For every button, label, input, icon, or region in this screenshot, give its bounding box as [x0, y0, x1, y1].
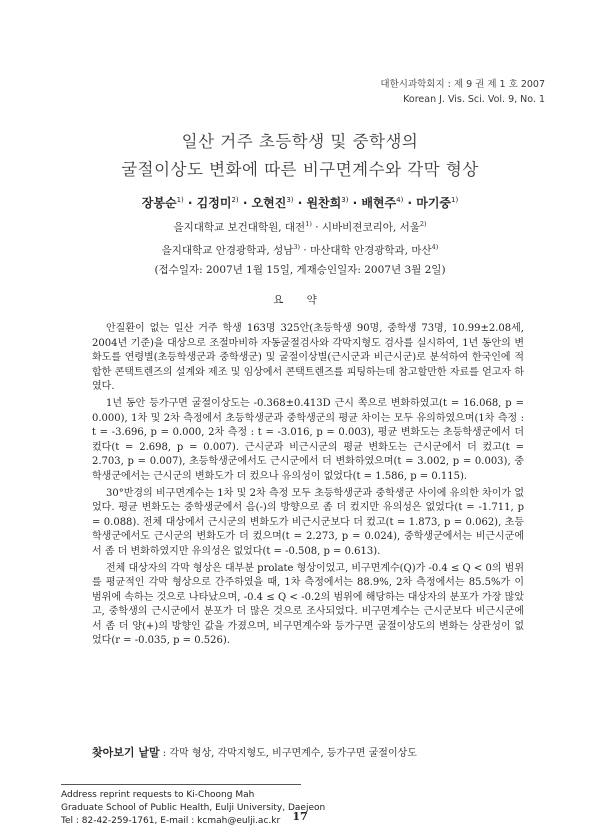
- abstract-paragraph: 전체 대상자의 각막 형상은 대부분 prolate 형상이었고, 비구면계수(Q)가 -0.4 ≤ Q < 0의 범위를 평균적인 각막 형상으로 간주하였을 때, 1차 측정에서는 88.9%, 2차 측정에서는 85.5%가 이 범위에 속하는 것으로 나타났으며, -0.4 ≤ Q < -0.2의 범위에 해당하는 대상자의 분포가 가장 많았고, 중학생의 근시군에서 분포가 더 많은 것으로 조사되었다. 비구면계수는 근시군보다 비근시군에서 좀 더 양(+)의 방향인 값을 가졌으며, 비구면계수와 등가구면 굴절이상도의 변화는 상관성이 없었다(r = -0.035, p = 0.526).: [92, 562, 524, 647]
- author-separator: ·: [293, 196, 307, 210]
- abstract-body: [92, 322, 524, 651]
- affiliation-mark: 2): [419, 220, 427, 228]
- affiliation-text: · 시바비젼코리아, 서울: [311, 221, 420, 234]
- author-name: 김정미: [196, 196, 232, 210]
- author-affiliation-mark: 4): [396, 196, 404, 204]
- author-name: 장봉순: [141, 196, 177, 210]
- correspondence-line: Graduate School of Public Health, Eulji University, Daejeon: [61, 803, 326, 813]
- affiliation-mark: 4): [431, 242, 439, 251]
- correspondence-line: Address reprint requests to Ki-Choong Mah: [61, 790, 255, 800]
- affiliation-text: 을지대학교 보건대학원, 대전: [173, 221, 306, 234]
- correspondence-contact: Tel : 82-42-259-1761, E-mail : kcmah@eulji.ac.kr: [61, 816, 281, 826]
- affiliation-mark: 1): [305, 220, 312, 228]
- author-name: 원찬희: [306, 196, 342, 210]
- author-separator: ·: [238, 196, 252, 210]
- keywords-label: 찾아보기 낱말: [92, 746, 160, 759]
- received-dates: (접수일자: 2007년 1월 15일, 게재승인일자: 2007년 3월 2일): [154, 264, 446, 276]
- paper-title: [0, 128, 600, 184]
- author-name: 배현주: [361, 196, 397, 210]
- paper-title-line-2: 굴절이상도 변화에 따른 비구면계수와 각막 형상: [121, 160, 479, 179]
- journal-header-korean: 대한시과학회지 : 제 9 권 제 1 호 2007: [380, 79, 545, 90]
- affiliation-line: [0, 215, 600, 238]
- journal-header-english: Korean J. Vis. Sci. Vol. 9, No. 1: [403, 94, 545, 105]
- affiliation-line: [0, 238, 600, 261]
- author-affiliation-mark: 1): [176, 196, 184, 204]
- keywords-text: : 각막 형상, 각막지형도, 비구면계수, 등가구면 굴절이상도: [159, 748, 417, 759]
- author-separator: ·: [403, 196, 417, 210]
- abstract-paragraph: 1년 동안 등가구면 굴절이상도는 -0.368±0.413D 근시 쪽으로 변화하였고(t = 16.068, p = 0.000), 1차 및 2차 측정에서 초등학생군과 중학생군의 평균 차이는 모두 유의하였으며(1차 측정 : t = -3.696, p = 0.000, 2차 측정 : t = -3.016, p = 0.003), 평균 변화도는 초등학생군에서 더 컸다(t = 2.698, p = 0.007). 근시군과 비근시군의 평균 변화도는 근시군에서 더 컸고(t = 2.703, p = 0.007), 초등학생군에서도 근시군에서 더 변화하였으며(t = 3.002, p = 0.003), 중학생군에서는 근시군의 변화도가 더 컸으나 유의성이 없었다(t = 1.586, p = 0.115).: [92, 397, 524, 482]
- affiliation-text: 을지대학교 안경광학과, 성남: [161, 244, 294, 256]
- keywords: [92, 744, 532, 760]
- page-number: 17: [292, 810, 308, 823]
- abstract-heading: 요 약: [273, 294, 327, 306]
- abstract-paragraph: 30°반경의 비구면계수는 1차 및 2차 측정 모두 초등학생군과 중학생군 사이에 유의한 차이가 없었다. 평균 변화도는 중학생군에서 음(-)의 방향으로 좀 더 컸지만 유의성은 없었다(t = -1.711, p = 0.088). 전체 대상에서 근시군의 변화도가 비근시군보다 더 컸고(t = 1.873, p = 0.062), 초등학생군에서도 근시군의 변화도가 더 컸으며(t = 2.273, p = 0.024), 중학생군에서는 비근시군에서 좀 더 변화하였지만 유의성은 없었다(t = -0.508, p = 0.613).: [92, 487, 524, 557]
- journal-header: [380, 77, 545, 107]
- author-name: 마기중: [416, 196, 452, 210]
- footnote-divider: [61, 784, 301, 785]
- paper-title-line-1: 일산 거주 초등학생 및 중학생의: [181, 132, 419, 151]
- author-affiliation-mark: 3): [286, 196, 294, 204]
- affiliation-mark: 3): [293, 242, 301, 251]
- author-affiliation-mark: 3): [341, 196, 349, 204]
- author-affiliation-mark: 1): [451, 196, 459, 204]
- author-list: [0, 194, 600, 211]
- author-affiliation-mark: 2): [231, 196, 239, 204]
- affiliations: [0, 215, 600, 260]
- author-name: 오현진: [251, 196, 287, 210]
- author-separator: ·: [348, 196, 362, 210]
- abstract-paragraph: 안질환이 없는 일산 거주 학생 163명 325안(초등학생 90명, 중학생 73명, 10.99±2.08세, 2004년 기준)을 대상으로 조절마비하 자동굴절검사와 각막지형도 검사를 실시하여, 1년 동안의 변화도를 연령별(초등학생군과 중학생군) 및 굴절이상별(근시군과 비근시군)로 분석하여 한국인에 적합한 콘택트렌즈의 설계와 제조 및 임상에서 콘택트렌즈를 피팅하는데 참고할만한 자료를 얻고자 하였다.: [92, 323, 524, 393]
- author-separator: ·: [183, 196, 197, 210]
- affiliation-text: · 마산대학 안경광학과, 마산: [300, 244, 432, 256]
